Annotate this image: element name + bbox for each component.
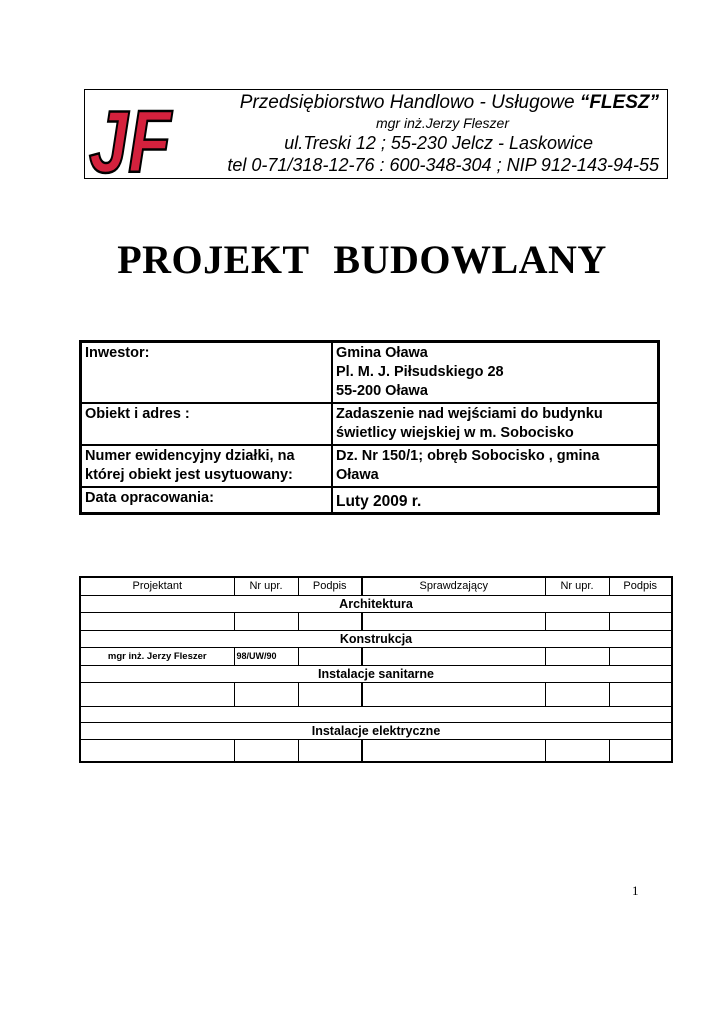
checker-signature-cell [609,613,672,631]
section-row [80,723,672,740]
info-row-object [81,403,659,445]
checker-license-cell [545,740,609,762]
info-value-line: Pl. M. J. Piłsudskiego 28 [336,364,504,380]
checker-cell [362,648,545,666]
section-row [80,631,672,648]
col-header-checker: Sprawdzający [362,577,545,596]
col-header-license: Nr upr. [234,577,298,596]
info-row-date [81,487,659,514]
section-name: Konstrukcja [80,631,672,648]
section-name: Architektura [80,596,672,613]
signature-cell [298,613,362,631]
info-label [81,445,333,487]
checker-signature-cell [609,648,672,666]
info-value-line: 55-200 Oława [336,383,428,399]
signatures-table [79,576,673,763]
info-value-line: Oława [336,467,379,483]
info-value-line: Gmina Oława [336,345,428,361]
checker-cell [362,740,545,762]
jf-logo [87,92,173,191]
license-cell: 98/UW/90 [234,648,298,666]
info-label-line: której obiekt jest usytuowany: [85,467,293,483]
col-header-designer: Projektant [80,577,234,596]
sig-row [80,613,672,631]
document-title: PROJEKT BUDOWLANY [117,237,607,282]
signature-cell [298,648,362,666]
project-info-table [79,340,660,515]
section-row [80,596,672,613]
license-cell [234,740,298,762]
designer-cell [80,613,234,631]
company-owner: mgr inż.Jerzy Fleszer [375,115,509,131]
section-row [80,666,672,683]
info-value [332,445,659,487]
designer-cell: mgr inż. Jerzy Fleszer [80,648,234,666]
info-value-line: Zadaszenie nad wejściami do budynku [336,406,603,422]
sig-header-row [80,577,672,596]
checker-cell [362,683,545,707]
info-label-line: Numer ewidencyjny działki, na [85,448,295,464]
page-number: 1 [632,883,639,898]
spacer-row [80,707,672,723]
info-label: Obiekt i adres : [81,403,333,445]
company-name-line [240,92,659,114]
checker-signature-cell [609,740,672,762]
info-value: Luty 2009 r. [332,487,659,514]
info-label: Data opracowania: [81,487,333,514]
logo-text: JF [89,92,173,191]
license-cell [234,613,298,631]
info-label: Inwestor: [81,342,333,404]
checker-license-cell [545,613,609,631]
checker-license-cell [545,648,609,666]
col-header-checker-license: Nr upr. [545,577,609,596]
section-name: Instalacje elektryczne [80,723,672,740]
company-header [84,89,668,191]
section-name: Instalacje sanitarne [80,666,672,683]
company-prefix: Przedsiębiorstwo Handlowo - Usługowe [239,92,580,113]
info-value [332,342,659,404]
info-value [332,403,659,445]
checker-license-cell [545,683,609,707]
info-value-line: Dz. Nr 150/1; obręb Sobocisko , gmina [336,448,600,464]
sig-row [80,648,672,666]
info-row-investor [81,342,659,404]
info-value-line: świetlicy wiejskiej w m. Sobocisko [336,425,574,441]
company-contact: tel 0-71/318-12-76 : 600-348-304 ; NIP 912-143-94-55 [227,155,659,175]
spacer-cell [80,707,672,723]
sig-row [80,740,672,762]
signature-cell [298,683,362,707]
company-address: ul.Treski 12 ; 55-230 Jelcz - Laskowice [284,133,593,153]
col-header-signature: Podpis [298,577,362,596]
checker-cell [362,613,545,631]
col-header-checker-signature: Podpis [609,577,672,596]
sig-row [80,683,672,707]
checker-signature-cell [609,683,672,707]
designer-cell [80,740,234,762]
designer-cell [80,683,234,707]
info-row-plot [81,445,659,487]
signature-cell [298,740,362,762]
company-name: “FLESZ” [579,92,659,113]
license-cell [234,683,298,707]
